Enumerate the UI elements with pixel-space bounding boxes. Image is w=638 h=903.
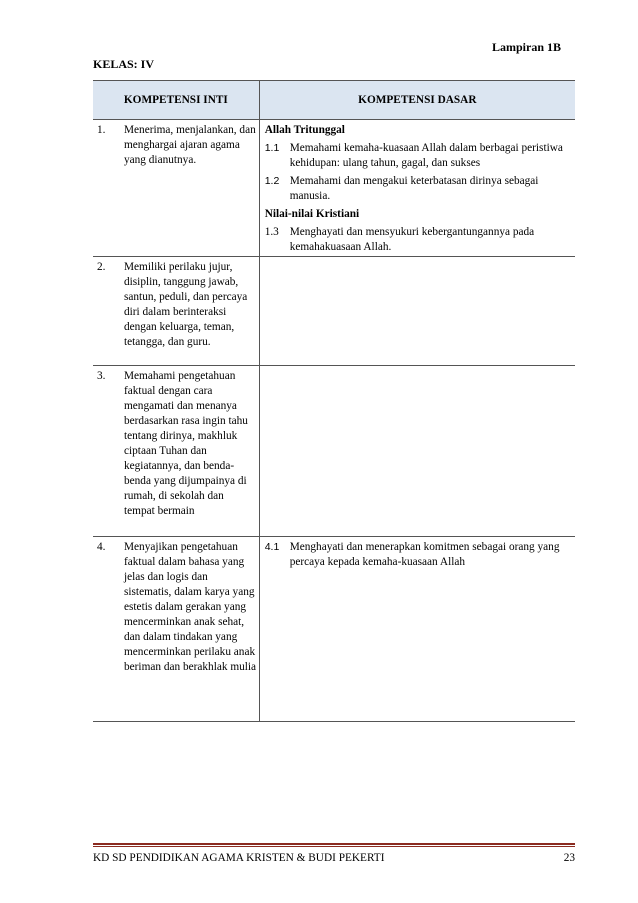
- ki-cell: [93, 537, 259, 722]
- kd-cell: [259, 257, 575, 366]
- kd-heading: Nilai-nilai Kristiani: [264, 208, 360, 220]
- kd-cell: [259, 366, 575, 537]
- table-row: [93, 257, 575, 366]
- kd-cell: [259, 120, 575, 257]
- lampiran-label: Lampiran 1B: [491, 40, 561, 54]
- kd-text: Menghayati dan mensyukuri kebergantungannya pada kemahakuasaan Allah.: [289, 226, 535, 253]
- kd-heading: Allah Tritunggal: [264, 124, 345, 136]
- kd-item: [265, 174, 571, 204]
- kelas-label: KELAS: IV: [93, 57, 155, 71]
- ki-text: Memiliki perilaku jujur, disiplin, tanggung jawab, santun, peduli, dan percaya diri dalam berinteraksi dengan keluarga, teman, tetangga, dan guru.: [124, 261, 248, 348]
- kompetensi-table: [93, 80, 575, 722]
- kd-number: 1.1: [264, 142, 280, 154]
- kd-text: Memahami kemaha-kuasaan Allah dalam berbagai peristiwa kehidupan: ulang tahun, gagal, dan sukses: [289, 142, 563, 169]
- kd-number: 4.1: [264, 541, 280, 553]
- ki-text: Menerima, menjalankan, dan menghargai ajaran agama yang dianutnya.: [124, 124, 256, 166]
- page-number: 23: [563, 852, 575, 864]
- table-row: [93, 366, 575, 537]
- ki-cell: [93, 120, 259, 257]
- ki-text: Memahami pengetahuan faktual dengan cara mengamati dan menanya berdasarkan rasa ingin tahu tentang dirinya, makhluk ciptaan Tuhan dan kegiatannya, dan benda-benda yang dijumpainya di rumah, di sekolah dan tempat bermain: [124, 370, 248, 517]
- footer-divider: [93, 843, 575, 845]
- table-row: [93, 120, 575, 257]
- header-kompetensi-inti: KOMPETENSI INTI: [93, 81, 259, 120]
- kd-text: Memahami dan mengakui keterbatasan dirinya sebagai manusia.: [289, 175, 539, 202]
- kd-number: 1.3: [264, 226, 279, 238]
- ki-number: 1.: [97, 124, 106, 136]
- ki-cell: [93, 257, 259, 366]
- ki-text: Menyajikan pengetahuan faktual dalam bahasa yang jelas dan logis dan sistematis, dalam karya yang estetis dalam gerakan yang mencerminkan anak sehat, dan dalam tindakan yang mencerminkan perilaku anak beriman dan berakhlak mulia: [124, 541, 257, 673]
- kd-text: Menghayati dan menerapkan komitmen sebagai orang yang percaya kepada kemaha-kuasaan Allah: [289, 541, 560, 568]
- header-kompetensi-dasar: KOMPETENSI DASAR: [259, 81, 575, 120]
- ki-number: 2.: [97, 261, 106, 273]
- kd-item: [265, 141, 571, 171]
- footer-title: KD SD PENDIDIKAN AGAMA KRISTEN & BUDI PEKERTI: [93, 852, 385, 864]
- kd-number: 1.2: [264, 175, 280, 187]
- footer-divider-thin: [93, 846, 575, 847]
- ki-number: 4.: [97, 541, 106, 553]
- table-header-row: [93, 81, 575, 120]
- kd-cell: [259, 537, 575, 722]
- table-row: [93, 537, 575, 722]
- kd-item: [265, 540, 571, 570]
- ki-number: 3.: [97, 370, 106, 382]
- ki-cell: [93, 366, 259, 537]
- kd-item: [265, 225, 571, 255]
